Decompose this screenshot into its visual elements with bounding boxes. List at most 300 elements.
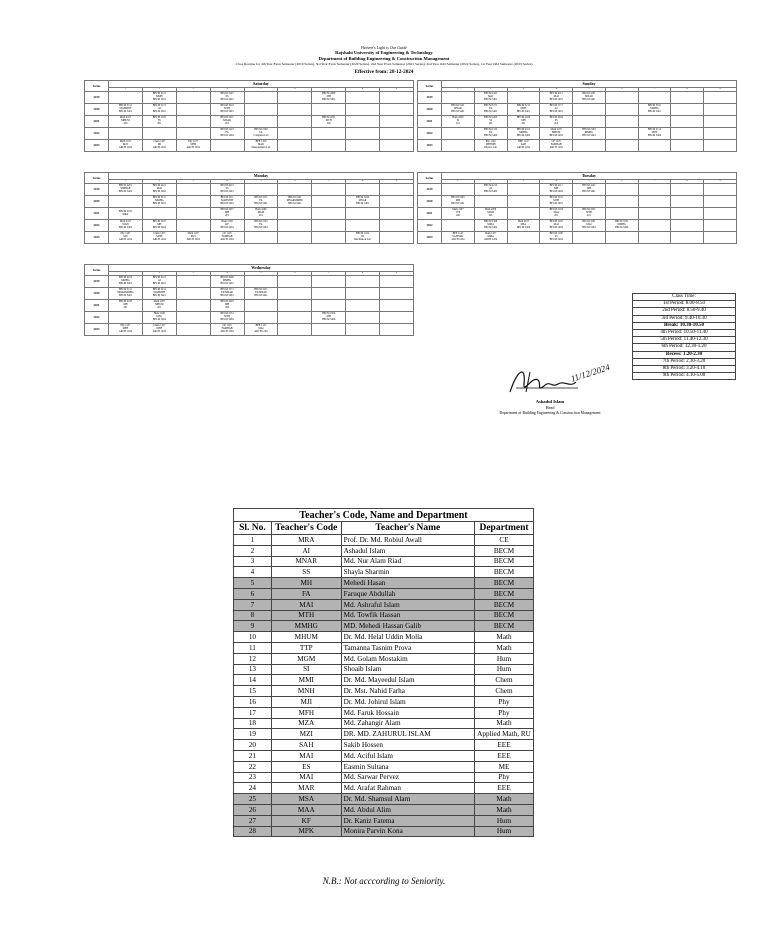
teacher-name: Dr. Mst. Nahid Farha (341, 686, 474, 697)
empty-cell (312, 208, 346, 220)
teacher-department: Hum (475, 664, 534, 675)
period-number: 9 (704, 180, 737, 184)
class-cell: BECM 4121 MMH BECM 5401 (142, 92, 176, 104)
empty-cell (638, 220, 671, 232)
class-cell: Phy 1107 MFH ARCH 1204 (109, 324, 143, 336)
teacher-name: Mehedi Hasan (341, 578, 474, 589)
class-period: 1st Period: 8.00-8.50 (633, 301, 736, 308)
class-cell: BECM 3210 MTH BECM 5401 (210, 104, 244, 116)
empty-cell (312, 220, 346, 232)
class-cell: CE 1125 FAMHAB ARCH 1204 (210, 232, 244, 244)
class-cell: Phy 1107 MJI ARCH 1204 (109, 232, 143, 244)
empty-cell (109, 312, 143, 324)
routine-row (85, 276, 414, 288)
teacher-sl-no: 23 (234, 772, 272, 783)
period-number: 8 (346, 88, 380, 92)
empty-cell (380, 184, 414, 196)
empty-cell (312, 184, 346, 196)
routine-row (418, 232, 737, 244)
teacher-code: MGM (271, 653, 341, 664)
period-number: 1 (109, 180, 143, 184)
empty-cell (573, 232, 606, 244)
teacher-name: Dr. Md. Johirul Islam (341, 696, 474, 707)
routine-row (85, 208, 414, 220)
period-number: 4 (210, 180, 244, 184)
class-cell: BECM 3191 MMHG BECM 5401 (638, 104, 671, 116)
empty-cell (507, 184, 540, 196)
series-label: 2021 (85, 116, 109, 128)
empty-cell (278, 276, 312, 288)
teacher-department: BECM (475, 567, 534, 578)
teacher-code: MMHG (271, 621, 341, 632)
break-period: Break: 10.30-10.50 (633, 322, 736, 329)
period-number: 2 (474, 180, 507, 184)
series-label: 2020 (85, 104, 109, 116)
teacher-department: BECM (475, 599, 534, 610)
empty-cell (244, 312, 278, 324)
empty-cell (109, 196, 143, 208)
empty-cell (346, 312, 380, 324)
class-cell: BECM 4111 MH BECM 5402 (540, 184, 573, 196)
teacher-name: Md. Abdul Alim (341, 804, 474, 815)
teacher-code: MTH (271, 610, 341, 621)
empty-cell (442, 128, 475, 140)
empty-cell (671, 196, 704, 208)
teacher-name: Sakib Hossen (341, 740, 474, 751)
class-cell: BECM 4200 MMHG BECM 5401 (210, 276, 244, 288)
series-label: 2021 (418, 208, 442, 220)
routine-row (418, 140, 737, 152)
teacher-department: EEE (475, 750, 534, 761)
empty-cell (380, 92, 414, 104)
empty-cell (704, 92, 737, 104)
teacher-code: SI (271, 664, 341, 675)
teacher-sl-no: 21 (234, 750, 272, 761)
class-cell: Math 2107 MHUM BECM 5404 (540, 128, 573, 140)
routine-row (85, 92, 414, 104)
teacher-name: Prof. Dr. Md. Robiul Awall (341, 535, 474, 546)
empty-cell (380, 276, 414, 288)
signatory-department: Department of Building Engineering & Construction Management (499, 411, 601, 415)
period-number: 3 (176, 180, 210, 184)
period-number: 2 (142, 88, 176, 92)
empty-cell (346, 184, 380, 196)
series-label: 2020 (85, 288, 109, 300)
routine-row (85, 288, 414, 300)
empty-cell (278, 92, 312, 104)
series-header: Series (85, 81, 109, 92)
class-cell: Math 2107 MAH BECM 5404 (109, 220, 143, 232)
class-cell: Hum 2109 KF BECM 5404 (210, 220, 244, 232)
col-teacher-name: Teacher's Name (341, 522, 474, 535)
teacher-department: Hum (475, 826, 534, 837)
teacher-department: Math (475, 632, 534, 643)
empty-cell (605, 92, 638, 104)
empty-cell (346, 128, 380, 140)
empty-cell (638, 92, 671, 104)
empty-cell (380, 300, 414, 312)
teacher-name: Dr. Md. Helal Uddin Molla (341, 632, 474, 643)
empty-cell (380, 220, 414, 232)
empty-cell (346, 104, 380, 116)
teacher-row (234, 653, 534, 664)
teacher-sl-no: 6 (234, 588, 272, 599)
routine-table-tuesday (417, 172, 737, 244)
empty-cell (278, 312, 312, 324)
empty-cell (278, 324, 312, 336)
empty-cell (605, 232, 638, 244)
empty-cell (312, 276, 346, 288)
empty-cell (380, 288, 414, 300)
teacher-code: MAR (271, 783, 341, 794)
period-number: 1 (442, 88, 475, 92)
empty-cell (605, 140, 638, 152)
empty-cell (346, 300, 380, 312)
empty-cell (278, 104, 312, 116)
empty-cell (244, 276, 278, 288)
class-cell: BECM 3111 MAHMTH BECM 5401 (109, 104, 143, 116)
empty-cell (109, 128, 143, 140)
class-cell: BECM 4121 MAI BECM 5401 (474, 92, 507, 104)
class-period: 2nd Period: 8.50-9.40 (633, 308, 736, 315)
period-number: 7 (312, 272, 346, 276)
class-cell: Math 2107 MHUM 200 (109, 116, 143, 128)
series-label: 2023 (85, 140, 109, 152)
teacher-department: Math (475, 794, 534, 805)
empty-cell (474, 196, 507, 208)
class-cell: BECM 2211 MNAR 201 (210, 116, 244, 128)
empty-cell (605, 184, 638, 196)
teacher-row (234, 588, 534, 599)
teacher-sl-no: 8 (234, 610, 272, 621)
empty-cell (244, 92, 278, 104)
empty-cell (605, 196, 638, 208)
empty-cell (278, 140, 312, 152)
teacher-department: Hum (475, 815, 534, 826)
teacher-name: Dr. Kaniz Fatema (341, 815, 474, 826)
empty-cell (704, 104, 737, 116)
empty-cell (605, 208, 638, 220)
class-cell: BECM 2109 MMA BECM 5404 (474, 220, 507, 232)
class-cell: BECM 4101 MNAR BECM 5401 (573, 92, 606, 104)
period-number: 5 (244, 272, 278, 276)
empty-cell (312, 104, 346, 116)
teacher-sl-no: 20 (234, 740, 272, 751)
empty-cell (346, 276, 380, 288)
teacher-code: ES (271, 761, 341, 772)
empty-cell (176, 220, 210, 232)
period-number: 9 (380, 272, 414, 276)
teacher-sl-no: 14 (234, 675, 272, 686)
class-cell: BECM 3211 MTH BECM 5401 (507, 104, 540, 116)
teacher-code: AI (271, 545, 341, 556)
teacher-department: BECM (475, 588, 534, 599)
teacher-row (234, 621, 534, 632)
class-cell: CE 1125 FAMHAB ARCH 1204 (210, 324, 244, 336)
period-number: 6 (605, 88, 638, 92)
teacher-sl-no: 19 (234, 729, 272, 740)
period-number: 5 (244, 180, 278, 184)
class-period: 5th Period: 11.40-12.30 (633, 337, 736, 344)
period-number: 5 (573, 88, 606, 92)
teacher-sl-no: 18 (234, 718, 272, 729)
teacher-name: Md. Sarwar Pervez (341, 772, 474, 783)
teacher-department: Phy (475, 772, 534, 783)
empty-cell (704, 196, 737, 208)
teacher-row (234, 545, 534, 556)
teacher-sl-no: 1 (234, 535, 272, 546)
series-label: 2023 (418, 140, 442, 152)
teacher-row (234, 794, 534, 805)
empty-cell (380, 140, 414, 152)
teacher-name: Ashadul Islam (341, 545, 474, 556)
teacher-row (234, 804, 534, 815)
teacher-sl-no: 7 (234, 599, 272, 610)
teacher-row (234, 783, 534, 794)
class-cell: BECM 4121 AI BECM 5401 (142, 276, 176, 288)
empty-cell (278, 220, 312, 232)
period-number: 9 (380, 180, 414, 184)
teacher-name: Easmin Sultana (341, 761, 474, 772)
teacher-name: Monira Parvin Kona (341, 826, 474, 837)
teacher-row (234, 696, 534, 707)
teacher-name: Tamanna Tasnim Prova (341, 642, 474, 653)
empty-cell (704, 184, 737, 196)
empty-cell (638, 196, 671, 208)
series-label: 2022 (418, 220, 442, 232)
class-cell: BECM 3171 AI BECM 5401 (540, 104, 573, 116)
teacher-sl-no: 11 (234, 642, 272, 653)
routine-row (85, 104, 414, 116)
teacher-row (234, 642, 534, 653)
empty-cell (346, 116, 380, 128)
class-cell: Chem 1107 MI ARCH 1204 (142, 140, 176, 152)
series-header: Series (418, 173, 442, 184)
empty-cell (704, 128, 737, 140)
period-number: 8 (346, 272, 380, 276)
day-header: Monday (109, 173, 414, 180)
empty-cell (176, 184, 210, 196)
empty-cell (176, 208, 210, 220)
class-cell: BECM 2235 MH 201 (109, 300, 143, 312)
teacher-sl-no: 25 (234, 794, 272, 805)
teacher-row (234, 632, 534, 643)
class-cell: BECM 4399 MH BECM 5401 (312, 92, 346, 104)
routine-table-sunday (417, 80, 737, 152)
empty-cell (176, 92, 210, 104)
teacher-code: FA (271, 588, 341, 599)
svg-text:11/12/2024: 11/12/2024 (569, 361, 611, 384)
empty-cell (442, 92, 475, 104)
class-cell: BECM 3111 MAHMTH BECM 5401 (210, 196, 244, 208)
empty-cell (176, 116, 210, 128)
empty-cell (442, 140, 475, 152)
empty-cell (442, 184, 475, 196)
series-label: 2019 (85, 92, 109, 104)
routine-row (85, 232, 414, 244)
empty-cell (704, 208, 737, 220)
series-label: 2019 (85, 184, 109, 196)
series-label: 2019 (418, 184, 442, 196)
signatory-title: Head (545, 405, 555, 410)
teacher-code: MSA (271, 794, 341, 805)
series-label: 2021 (85, 300, 109, 312)
department-name: Department of Building Engineering & Construction Management (318, 56, 450, 61)
class-cell: BECM 2125 FA BECM 5404 (244, 220, 278, 232)
period-number: 3 (176, 88, 210, 92)
teacher-code: MRA (271, 535, 341, 546)
teacher-code: TTP (271, 642, 341, 653)
class-cell: BECM 3211 MAHMTH BECM 5401 (142, 288, 176, 300)
teacher-table-title: Teacher's Code, Name and Department (234, 509, 534, 522)
teacher-code: MZI (271, 729, 341, 740)
teacher-department: ME (475, 761, 534, 772)
class-cell: BECM 3131 MMHG BECM 5404 (605, 220, 638, 232)
empty-cell (312, 324, 346, 336)
routine-row (85, 220, 414, 232)
empty-cell (176, 288, 210, 300)
class-cell: BECM 3141 MNAR BECM 5401 (442, 104, 475, 116)
routine-row (85, 312, 414, 324)
empty-cell (278, 116, 312, 128)
class-cell: BECM 4215 MMHG BECM 5402 (109, 276, 143, 288)
teacher-name: Md. Zahangir Alam (341, 718, 474, 729)
day-header: Tuesday (442, 173, 737, 180)
series-header: Series (85, 173, 109, 184)
teacher-department: Math (475, 804, 534, 815)
day-header: Saturday (109, 81, 414, 88)
empty-cell (278, 232, 312, 244)
class-cell: BECM 4101 SS BECM 5401 (210, 92, 244, 104)
period-number: 2 (474, 88, 507, 92)
empty-cell (380, 324, 414, 336)
class-cell: BECM 3171 FA BECM 5401 (474, 104, 507, 116)
teacher-row (234, 740, 534, 751)
class-cell: Hum 2209 SI 201 (442, 116, 475, 128)
empty-cell (380, 196, 414, 208)
day-header: Wednesday (109, 265, 414, 272)
class-period: 9th Period: 4.10-5.00 (633, 373, 736, 380)
period-number: 6 (278, 180, 312, 184)
routine-row (85, 300, 414, 312)
period-number: 4 (540, 88, 573, 92)
teacher-name: Md. Nur Alam Riad (341, 556, 474, 567)
teacher-row (234, 761, 534, 772)
teacher-sl-no: 5 (234, 578, 272, 589)
teacher-name: Md. Faruk Hossain (341, 707, 474, 718)
empty-cell (704, 140, 737, 152)
class-period: 6th Period: 12.30-1.20 (633, 344, 736, 351)
empty-cell (244, 300, 278, 312)
class-period: 4th Period: 10.50-11.40 (633, 330, 736, 337)
teacher-name: Md. Arafat Rahman (341, 783, 474, 794)
teacher-name: Dr. Md. Shamsul Alam (341, 794, 474, 805)
teacher-department: Phy (475, 696, 534, 707)
teacher-department: BECM (475, 610, 534, 621)
empty-cell (176, 104, 210, 116)
period-number: 2 (142, 272, 176, 276)
empty-cell (380, 116, 414, 128)
empty-cell (142, 128, 176, 140)
teacher-department: Hum (475, 653, 534, 664)
teacher-department: BECM (475, 545, 534, 556)
teacher-department: Applied Math, RU (475, 729, 534, 740)
class-cell: BECM 3171 FA/MNAR BECM 5401 (244, 288, 278, 300)
period-number: 9 (380, 88, 414, 92)
empty-cell (507, 196, 540, 208)
class-cell: Math 2107 TTP 200 (442, 208, 475, 220)
period-number: 1 (109, 272, 143, 276)
class-cell: BECM 2105 SS 201 (142, 116, 176, 128)
routine-table-saturday (84, 80, 414, 152)
period-number: 1 (109, 88, 143, 92)
routine-row (418, 220, 737, 232)
class-cell: BECM 1100 SS BECM 5404 (540, 232, 573, 244)
series-label: 2022 (85, 312, 109, 324)
class-cell: BECM 2229 MH 201 (507, 116, 540, 128)
empty-cell (704, 220, 737, 232)
empty-cell (380, 104, 414, 116)
empty-cell (380, 208, 414, 220)
teacher-sl-no: 13 (234, 664, 272, 675)
empty-cell (312, 140, 346, 152)
teacher-row (234, 556, 534, 567)
routine-row (418, 208, 737, 220)
period-number: 3 (507, 88, 540, 92)
class-cell: BECM 2101 MMHG BECM 5404 (507, 128, 540, 140)
teacher-code: MAA (271, 804, 341, 815)
empty-cell (638, 232, 671, 244)
routine-row (418, 116, 737, 128)
empty-cell (142, 208, 176, 220)
routine-row (85, 196, 414, 208)
empty-cell (244, 104, 278, 116)
seniority-note: N.B.: Not acccording to Seniority. (322, 876, 446, 886)
class-cell: Hum 2109 MNL BECM 5404 (142, 312, 176, 324)
empty-cell (346, 140, 380, 152)
teacher-sl-no: 2 (234, 545, 272, 556)
series-label: 2021 (418, 116, 442, 128)
period-number: 8 (346, 180, 380, 184)
empty-cell (278, 128, 312, 140)
signatory-name: Ashadul Islam (535, 399, 565, 404)
teacher-sl-no: 17 (234, 707, 272, 718)
period-number: 3 (176, 272, 210, 276)
routine-row (85, 324, 414, 336)
teacher-row (234, 750, 534, 761)
class-cell: BECM 2131 MTH BECM 5404 (210, 312, 244, 324)
teacher-department: EEE (475, 783, 534, 794)
empty-cell (312, 232, 346, 244)
series-header: Series (418, 81, 442, 92)
teacher-department: Math (475, 718, 534, 729)
class-cell: Math 1107 MZI ARCH 1204 (176, 232, 210, 244)
class-cell: BEE 1147 SAH/MAI ARCH 1204 (442, 232, 475, 244)
teacher-row (234, 718, 534, 729)
class-cell: BECM 2203 MH 200 (210, 300, 244, 312)
empty-cell (210, 140, 244, 152)
empty-cell (671, 104, 704, 116)
teacher-sl-no: 4 (234, 567, 272, 578)
empty-cell (244, 116, 278, 128)
teacher-row (234, 729, 534, 740)
class-cell: BEE 1147 MAI ARCH 1204 (244, 324, 278, 336)
teacher-code: MH (271, 578, 341, 589)
class-cell: Phy 1100 MFHMH Physics Lab (474, 140, 507, 152)
period-number: 6 (278, 272, 312, 276)
teacher-row (234, 815, 534, 826)
class-time-title: Class Time: (633, 294, 736, 301)
